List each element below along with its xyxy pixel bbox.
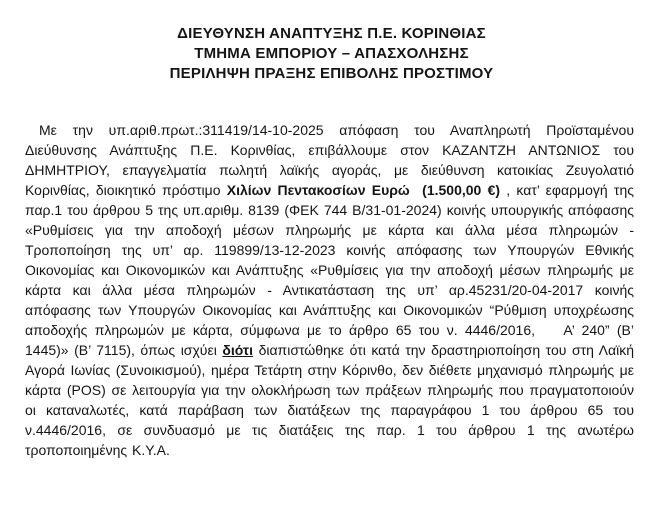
header-line-subject: ΠΕΡΙΛΗΨΗ ΠΡΑΞΗΣ ΕΠΙΒΟΛΗΣ ΠΡΟΣΤΙΜΟΥ [169, 65, 494, 82]
body-segment: διαπιστώθηκε ότι κατά την δραστηριοποίηση του στη Λαϊκή Αγορά Ιωνίας (Συνοικισμού), ημέρα Τετάρτη στην Κόρινθο, δεν διέθετε μηχανισμό πληρωμής με κάρτα (POS) σε λειτουργία για την ολοκλήρωση των πράξεων πληρωμής που πραγματοποιούν οι καταναλωτές, κατά παράβαση των διατάξεων της παραγράφου 1 του άρθρου 65 του ν.4446/2016, σε συνδυασμό με τις διατάξεις της παρ. 1 του άρθρου 1 της ανωτέρω τροποποιημένης Κ.Υ.Α. [25, 342, 635, 458]
body-paragraph [25, 120, 634, 460]
header-line-directorate: ΔΙΕΥΘΥΝΣΗ ΑΝΑΠΤΥΞΗΣ Π.Ε. ΚΟΡΙΝΘΙΑΣ [177, 25, 486, 42]
header-line-department: ΤΜΗΜΑ ΕΜΠΟΡΙΟΥ – ΑΠΑΣΧΟΛΗΣΗΣ [194, 45, 469, 62]
body-segment: Με την υπ.αριθ.πρωτ.:311419/14-10-2025 απόφαση του Αναπληρωτή Προϊσταμένου Διεύθυνσης Ανάπτυξης Π.Ε. Κορινθίας, επιβάλλουμε στον ΚΑΖΑΝΤΖΗ ΑΝΤΩΝΙΟΣ του ΔΗΜΗΤΡΙΟΥ, επαγγελματία πωλητή λαϊκής αγοράς, με διεύθυνση κατοικίας Ζευγολατιό Κορινθίας, διοικητικό πρόστιμο [25, 122, 634, 198]
body-segment: , κατ’ εφαρμογή της παρ.1 του άρθρου 5 της υπ.αριθμ. 8139 (ΦΕΚ 744 Β/31-01-2024) κοινής υπουργικής απόφασης «Ρυθμίσεις για την αποδοχή μέσων πληρωμής με κάρτα και άλλα μέσα πληρωμών - Τροποποίηση της υπ’ αρ. 119899/13-12-2023 κοινής απόφασης των Υπουργών Εθνικής Οικονομίας και Οικονομικών και Ανάπτυξης «Ρυθμίσεις για την αποδοχή μέσων πληρωμής με κάρτα και άλλα μέσα πληρωμών - Αντικατάσταση της υπ’ αρ.45231/20-04-2017 κοινής απόφασης των Υπουργών Οικονομίας και Ανάπτυξης και Οικονομικών “Ρύθμιση υποχρέωσης αποδοχής πληρωμών με κάρτα, σύμφωνα με το άρθρο 65 του ν. 4446/2016, Α’ 240” (Β’ 1445)» (Β’ 7115), όπως ισχύει [25, 182, 634, 358]
body-segment: διότι [222, 342, 254, 358]
body-segment: Χιλίων Πεντακοσίων Ευρώ (1.500,00 €) [226, 182, 501, 198]
document-header [0, 24, 663, 84]
